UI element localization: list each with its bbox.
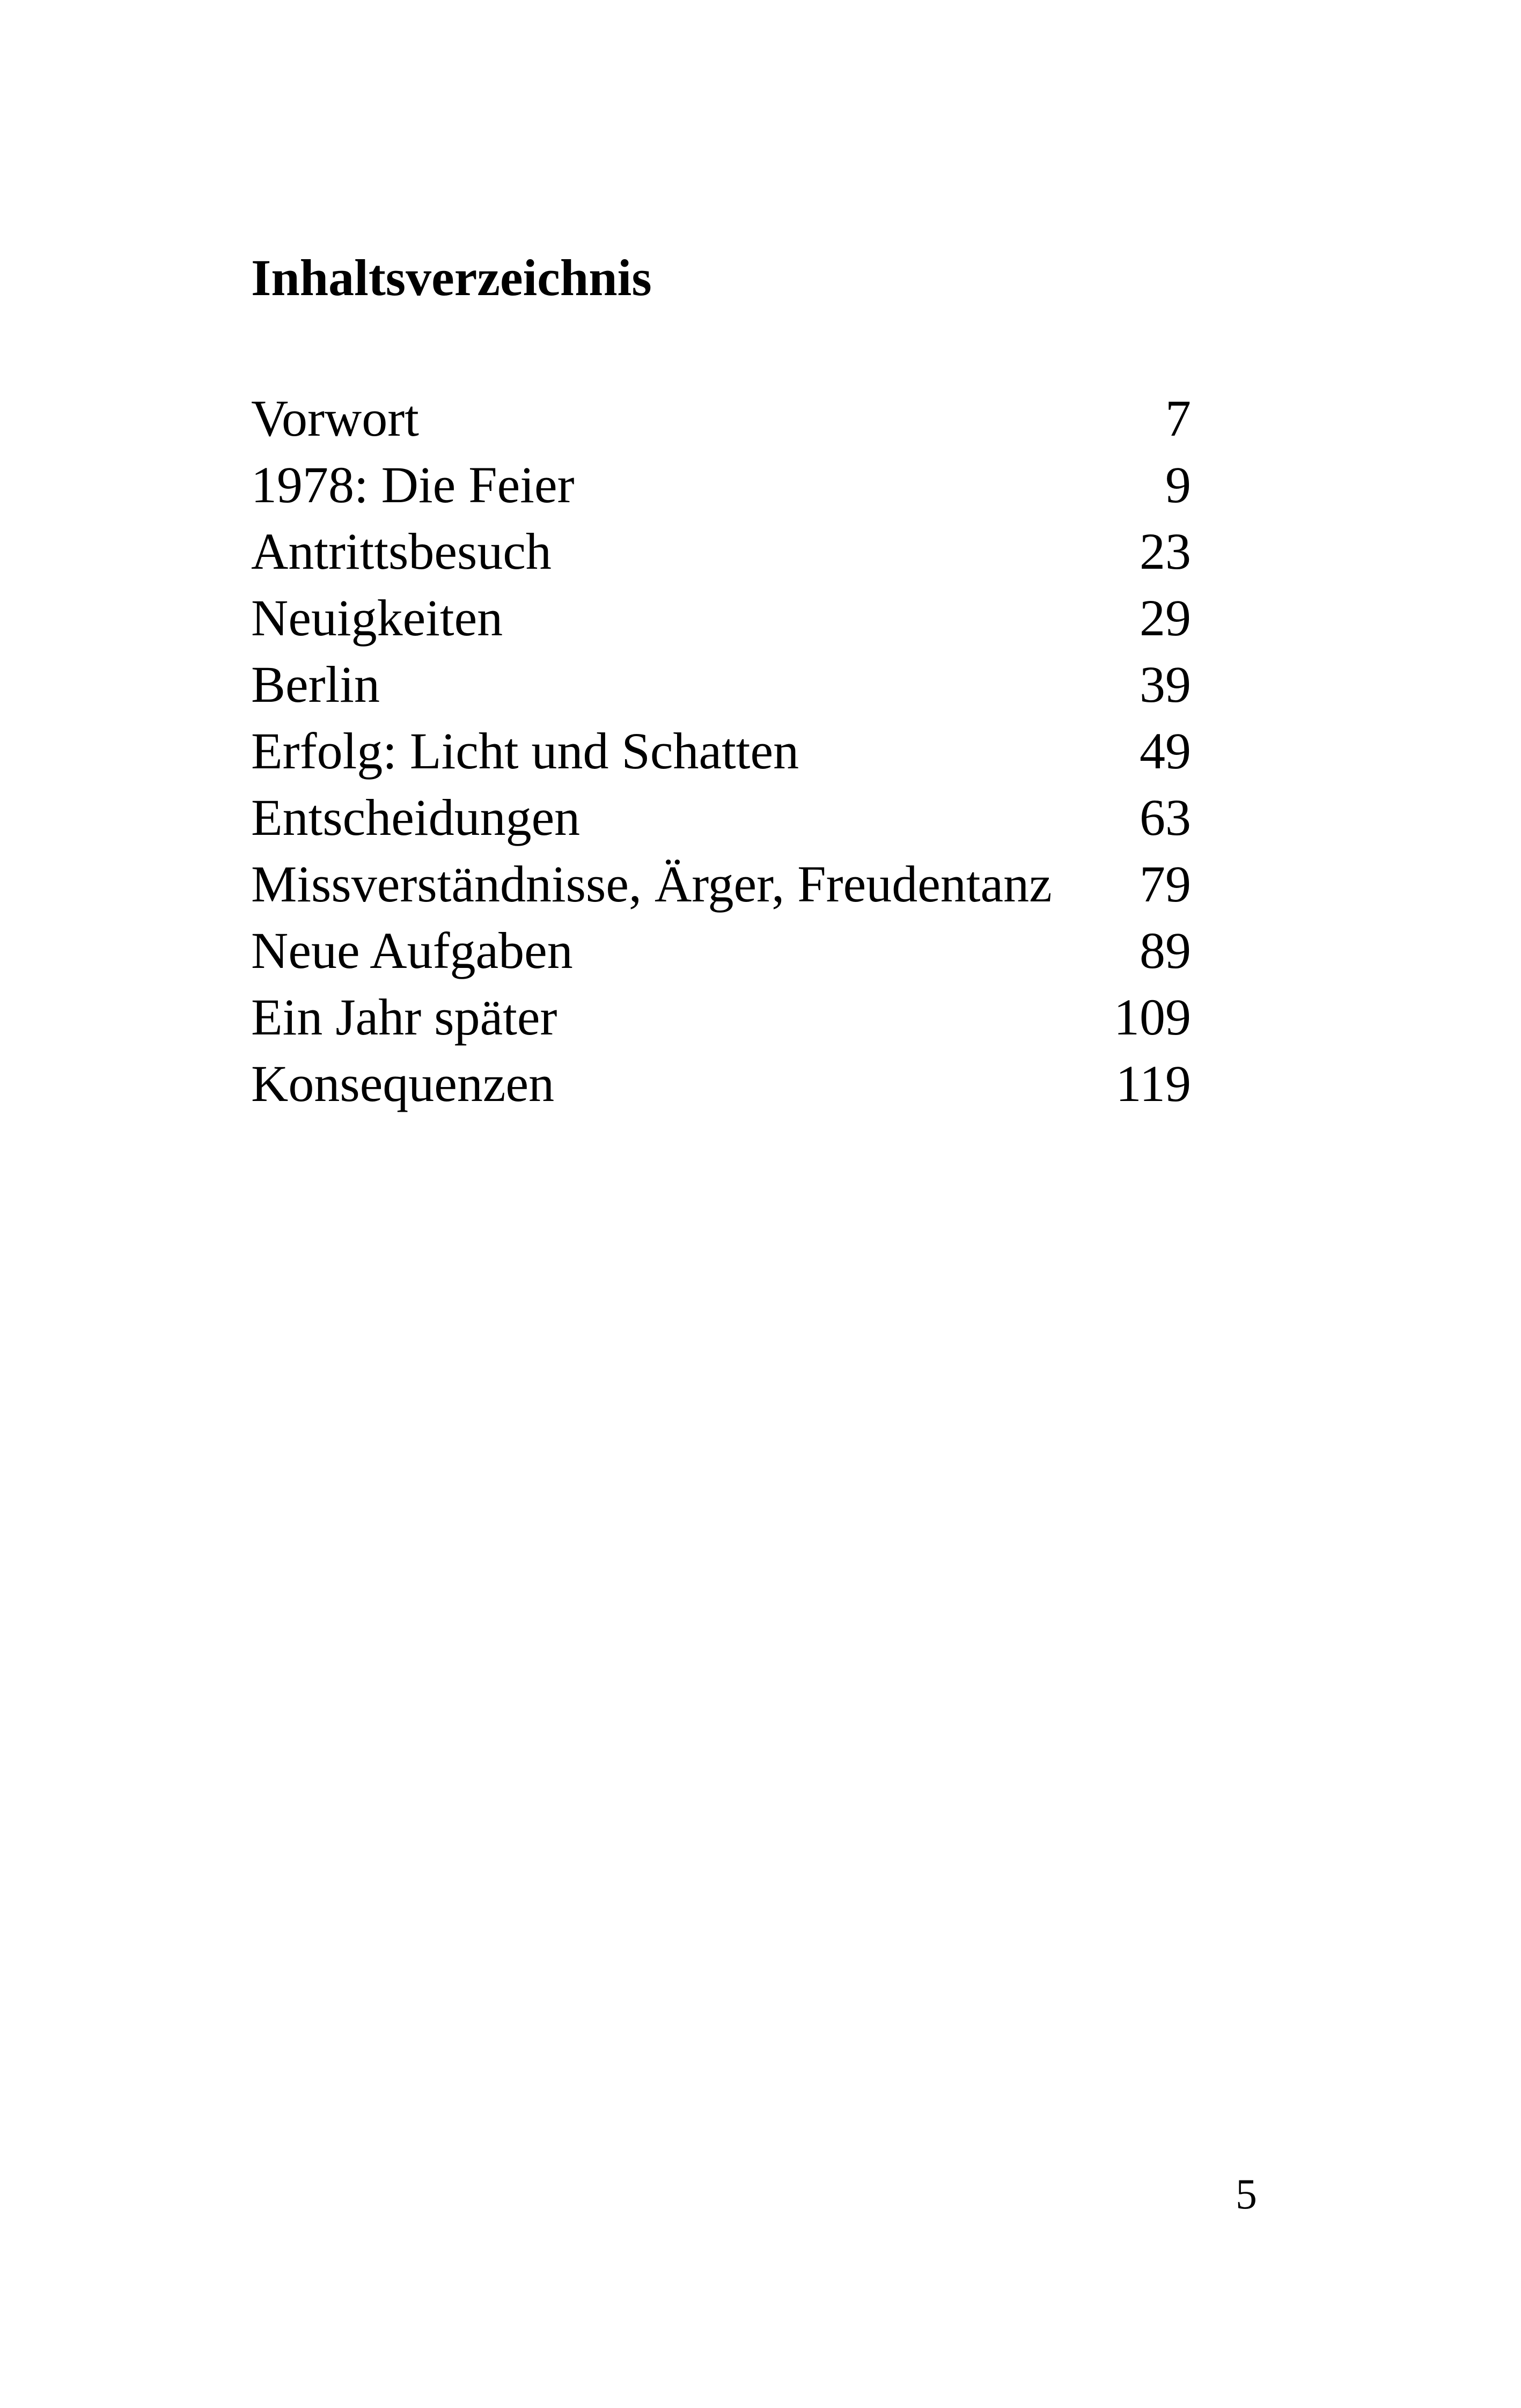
toc-entry-title: 1978: Die Feier <box>251 456 575 513</box>
page-number: 5 <box>1236 2171 1257 2218</box>
toc-entry-title: Vorwort <box>251 390 419 447</box>
toc-entry <box>251 651 1191 718</box>
toc-entry <box>251 518 1191 585</box>
toc-entry <box>251 718 1191 784</box>
toc-heading: Inhaltsverzeichnis <box>251 249 652 306</box>
toc-entry-title: Ein Jahr später <box>251 988 557 1046</box>
toc-entry-title: Neuigkeiten <box>251 589 503 647</box>
toc-entry <box>251 917 1191 984</box>
toc-entry <box>251 585 1191 651</box>
toc-entry-title: Entscheidungen <box>251 789 581 846</box>
toc-entry <box>251 784 1191 851</box>
toc-entry-page: 49 <box>1140 722 1191 780</box>
toc-entry <box>251 984 1191 1051</box>
toc-entry-page: 9 <box>1165 456 1191 513</box>
toc-entry <box>251 385 1191 452</box>
toc-entry-page: 23 <box>1140 523 1191 580</box>
toc-entry-title: Antrittsbesuch <box>251 523 552 580</box>
toc-entry-page: 29 <box>1140 589 1191 647</box>
toc-entry-title: Missverständnisse, Ärger, Freudentanz <box>251 855 1052 913</box>
toc-entry-page: 63 <box>1140 789 1191 846</box>
toc-entry-title: Konsequenzen <box>251 1055 555 1112</box>
toc-entry-title: Erfolg: Licht und Schatten <box>251 722 799 780</box>
toc-entry-page: 119 <box>1115 1055 1191 1112</box>
toc-entry-page: 79 <box>1140 855 1191 913</box>
toc-entry-title: Neue Aufgaben <box>251 922 573 979</box>
toc-entry <box>251 1051 1191 1117</box>
toc-list <box>251 385 1191 1117</box>
toc-entry <box>251 452 1191 518</box>
toc-entry-page: 89 <box>1140 922 1191 979</box>
toc-entry <box>251 851 1191 917</box>
toc-entry-page: 39 <box>1140 656 1191 713</box>
toc-entry-page: 109 <box>1114 988 1191 1046</box>
toc-entry-page: 7 <box>1165 390 1191 447</box>
toc-entry-title: Berlin <box>251 656 380 713</box>
